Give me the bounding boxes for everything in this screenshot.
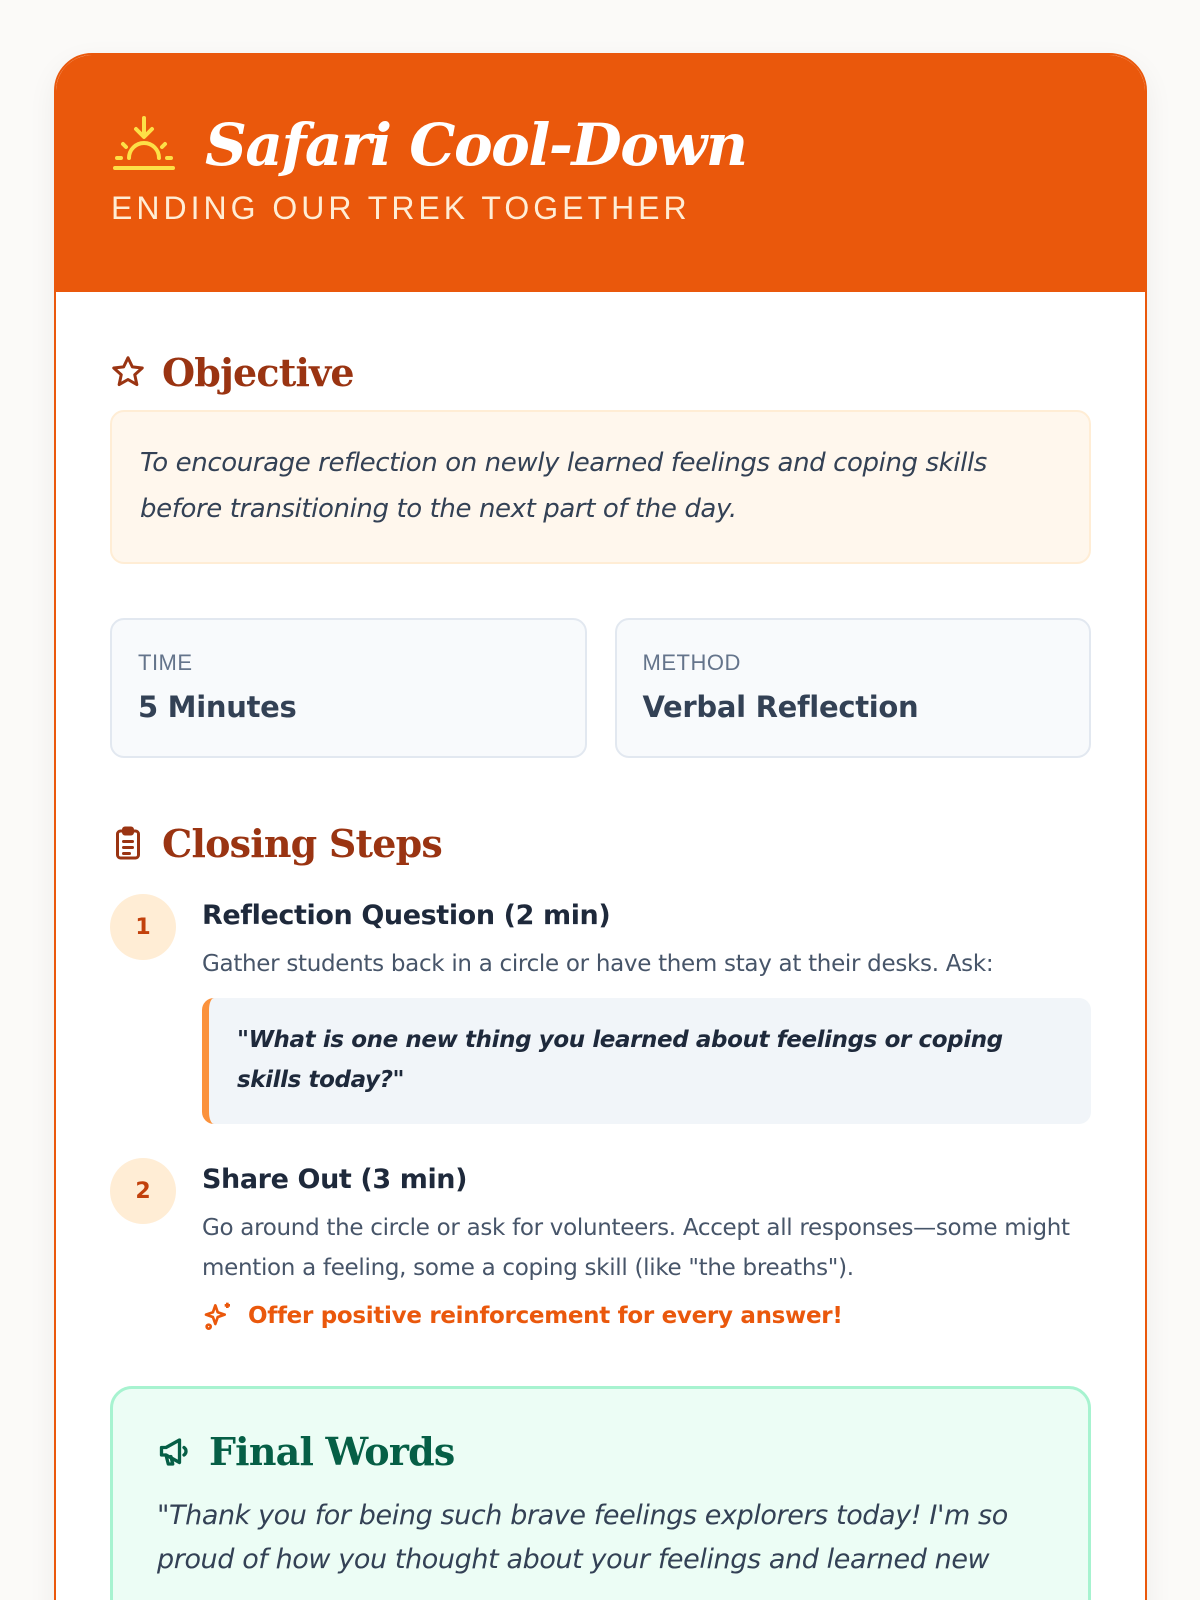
- page-subtitle: ENDING OUR TREK TOGETHER: [111, 190, 691, 226]
- time-label: TIME: [138, 650, 193, 675]
- sparkles-icon: [202, 1300, 234, 1332]
- method-card: [615, 618, 1092, 758]
- final-words-box: [110, 1386, 1091, 1600]
- lesson-card: [54, 53, 1147, 1600]
- sunset-icon: [111, 112, 177, 178]
- objective-text: To encourage reflection on newly learned feelings and coping skills before transitioning to the next part of the day.: [110, 410, 1091, 564]
- time-value: 5 Minutes: [138, 690, 297, 724]
- final-heading: [157, 1429, 1044, 1474]
- step-text: Go around the circle or ask for volunteers. Accept all responses—some might mention a feeling, some a coping skill (like "the breaths").: [202, 1215, 1070, 1281]
- card-header: [56, 55, 1145, 292]
- tip-text: Offer positive reinforcement for every answer!: [248, 1303, 843, 1329]
- method-label: METHOD: [642, 650, 741, 675]
- info-row: [110, 618, 1091, 758]
- card-content: [56, 348, 1145, 1600]
- page-title: Safari Cool-Down: [205, 111, 747, 179]
- clipboard-icon: [110, 824, 146, 862]
- step-title: Reflection Question (2 min): [202, 900, 611, 931]
- step-item: [110, 896, 1091, 1124]
- final-heading-label: Final Words: [209, 1429, 455, 1474]
- method-value: Verbal Reflection: [642, 690, 919, 724]
- objective-heading-label: Objective: [162, 349, 354, 395]
- reinforcement-tip: [202, 1300, 1091, 1332]
- final-text: "Thank you for being such brave feelings explorers today! I'm so proud of how you thought about your feelings and learned new: [157, 1500, 1008, 1575]
- time-card: [110, 618, 587, 758]
- step-number: 2: [110, 1158, 176, 1224]
- step-number: 1: [110, 894, 176, 960]
- star-icon: [110, 354, 146, 390]
- megaphone-icon: [157, 1434, 193, 1470]
- steps-heading-label: Closing Steps: [162, 820, 443, 866]
- step-text: Gather students back in a circle or have them stay at their desks. Ask:: [202, 951, 994, 977]
- steps-heading: [110, 818, 1091, 868]
- title-row: [111, 110, 1145, 180]
- reflection-quote: "What is one new thing you learned about feelings or coping skills today?": [202, 998, 1091, 1124]
- objective-heading: [110, 348, 1091, 396]
- step-body: [202, 896, 1091, 1124]
- step-body: [202, 1160, 1091, 1332]
- step-title: Share Out (3 min): [202, 1164, 468, 1195]
- step-item: [110, 1160, 1091, 1332]
